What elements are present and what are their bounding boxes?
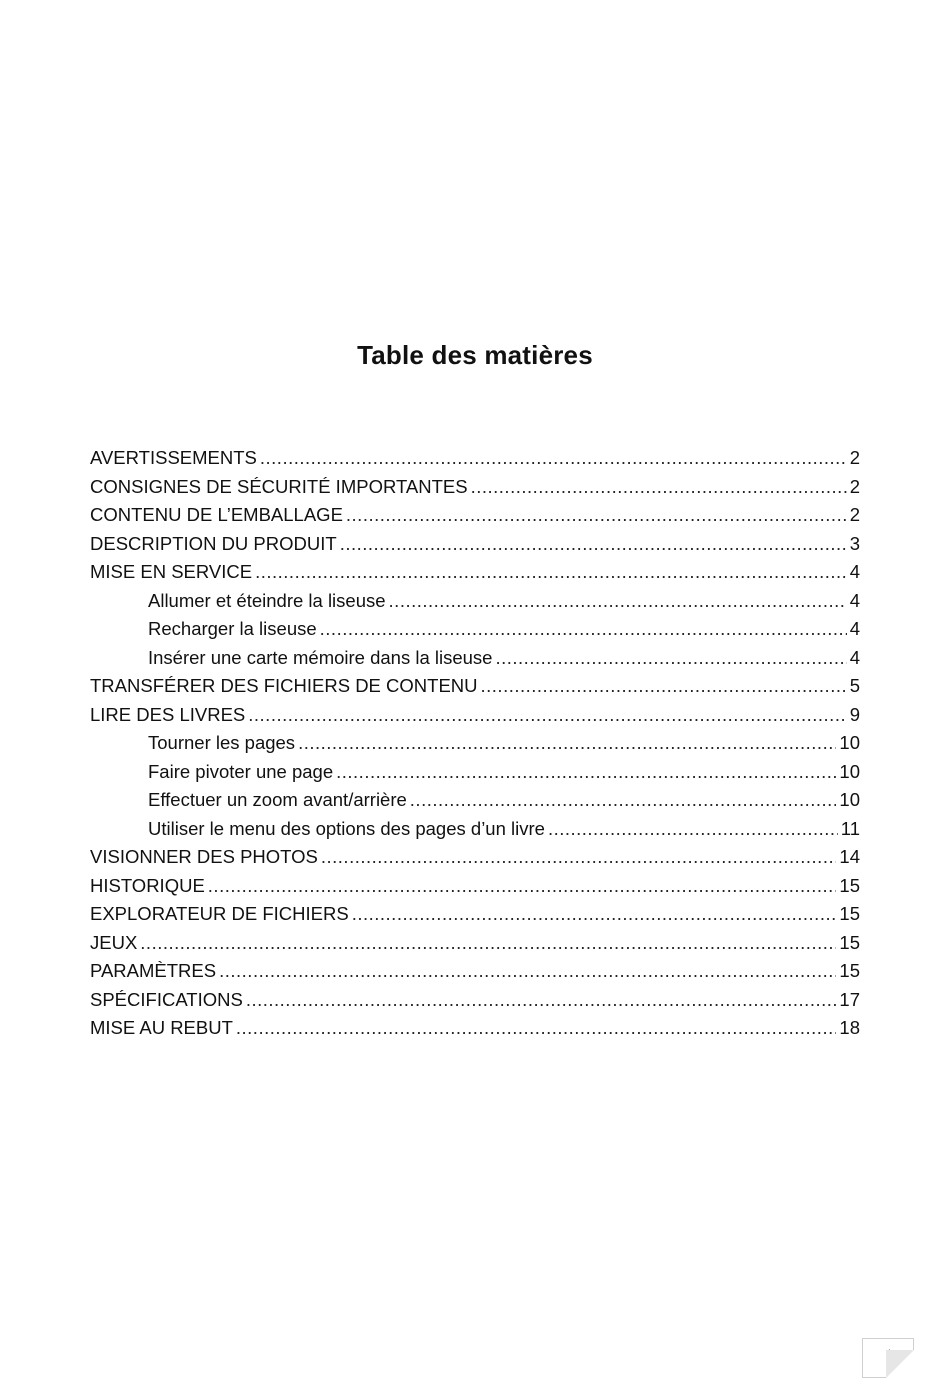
toc-leader	[321, 843, 837, 872]
toc-entry[interactable]	[90, 815, 860, 844]
toc-entry[interactable]	[90, 758, 860, 787]
toc-entry-page: 15	[839, 874, 860, 896]
toc-entry-label: Effectuer un zoom avant/arrière	[148, 786, 407, 815]
toc-entry-label: Recharger la liseuse	[148, 615, 317, 644]
toc-entry-page: 10	[839, 732, 860, 753]
toc-leader	[260, 444, 847, 473]
toc-entry-label: CONTENU DE L’EMBALLAGE	[90, 501, 343, 530]
toc-leader	[140, 929, 836, 958]
toc-entry[interactable]	[90, 1014, 860, 1043]
toc-entry[interactable]	[90, 957, 860, 986]
toc-leader	[298, 729, 836, 758]
toc-entry[interactable]	[90, 872, 860, 901]
toc-leader	[389, 587, 847, 616]
toc-entry-label: EXPLORATEUR DE FICHIERS	[90, 900, 349, 929]
toc-entry-label: JEUX	[90, 929, 137, 958]
page-number-box	[862, 1338, 914, 1378]
toc-leader	[471, 473, 847, 502]
toc-entry[interactable]	[90, 615, 860, 644]
toc-entry-label: SPÉCIFICATIONS	[90, 986, 243, 1015]
toc-entry-page: 3	[849, 532, 860, 554]
toc-leader	[346, 501, 847, 530]
toc-entry[interactable]	[90, 729, 860, 758]
toc-entry-page: 15	[839, 960, 860, 981]
toc-entry-page: 11	[840, 817, 860, 839]
toc-leader	[352, 900, 837, 929]
toc-entry-label: HISTORIQUE	[90, 872, 205, 901]
toc-entry[interactable]	[90, 644, 860, 673]
toc-entry[interactable]	[90, 786, 860, 815]
toc-entry-label: Insérer une carte mémoire dans la liseuse	[148, 644, 492, 673]
page-curl-icon	[886, 1350, 914, 1378]
toc-entry[interactable]	[90, 501, 860, 530]
toc-leader	[255, 558, 847, 587]
toc-entry[interactable]	[90, 672, 860, 701]
toc-entry-page: 2	[849, 447, 860, 468]
toc-entry-page: 17	[839, 988, 860, 1010]
page-title: Table des matières	[357, 340, 593, 370]
toc-entry[interactable]	[90, 929, 860, 958]
toc-entry[interactable]	[90, 558, 860, 587]
toc-entry-page: 10	[839, 789, 860, 810]
toc-entry[interactable]	[90, 701, 860, 730]
toc-entry-label: TRANSFÉRER DES FICHIERS DE CONTENU	[90, 672, 478, 701]
toc-entry-label: PARAMÈTRES	[90, 957, 216, 986]
toc-entry[interactable]	[90, 843, 860, 872]
toc-entry[interactable]	[90, 473, 860, 502]
toc-entry-page: 4	[849, 618, 860, 639]
toc-entry-page: 15	[839, 931, 860, 953]
toc-entry-page: 18	[839, 1017, 860, 1038]
toc-leader	[340, 530, 847, 559]
toc-entry-label: DESCRIPTION DU PRODUIT	[90, 530, 337, 559]
toc-entry-label: AVERTISSEMENTS	[90, 444, 257, 473]
page-number: 1	[885, 1347, 893, 1363]
toc-leader	[410, 786, 837, 815]
toc-entry-page: 14	[839, 846, 860, 867]
toc-entry-page: 4	[849, 589, 860, 611]
toc-entry[interactable]	[90, 444, 860, 473]
toc-entry-page: 2	[849, 504, 860, 525]
toc-leader	[320, 615, 847, 644]
toc-leader	[208, 872, 837, 901]
toc-entry-page: 2	[849, 475, 860, 497]
table-of-contents	[90, 444, 860, 1043]
toc-entry-page: 9	[849, 703, 860, 725]
toc-entry-page: 15	[839, 903, 860, 924]
toc-entry-label: VISIONNER DES PHOTOS	[90, 843, 318, 872]
toc-leader	[236, 1014, 837, 1043]
toc-leader	[495, 644, 846, 673]
toc-entry-label: Tourner les pages	[148, 729, 295, 758]
toc-entry-page: 4	[849, 561, 860, 582]
toc-entry-label: LIRE DES LIVRES	[90, 701, 245, 730]
toc-leader	[246, 986, 837, 1015]
toc-entry-label: Faire pivoter une page	[148, 758, 333, 787]
toc-entry[interactable]	[90, 900, 860, 929]
toc-leader	[336, 758, 836, 787]
toc-entry-page: 10	[839, 760, 860, 782]
toc-entry-label: Allumer et éteindre la liseuse	[148, 587, 386, 616]
toc-leader	[548, 815, 838, 844]
toc-leader	[481, 672, 847, 701]
toc-entry-page: 5	[849, 675, 860, 696]
toc-entry[interactable]	[90, 530, 860, 559]
toc-entry-label: MISE EN SERVICE	[90, 558, 252, 587]
toc-entry-label: MISE AU REBUT	[90, 1014, 233, 1043]
toc-entry[interactable]	[90, 986, 860, 1015]
toc-entry-label: Utiliser le menu des options des pages d’un livre	[148, 815, 545, 844]
toc-entry-page: 4	[849, 646, 860, 668]
toc-entry[interactable]	[90, 587, 860, 616]
toc-entry-label: CONSIGNES DE SÉCURITÉ IMPORTANTES	[90, 473, 468, 502]
toc-leader	[248, 701, 846, 730]
toc-leader	[219, 957, 836, 986]
